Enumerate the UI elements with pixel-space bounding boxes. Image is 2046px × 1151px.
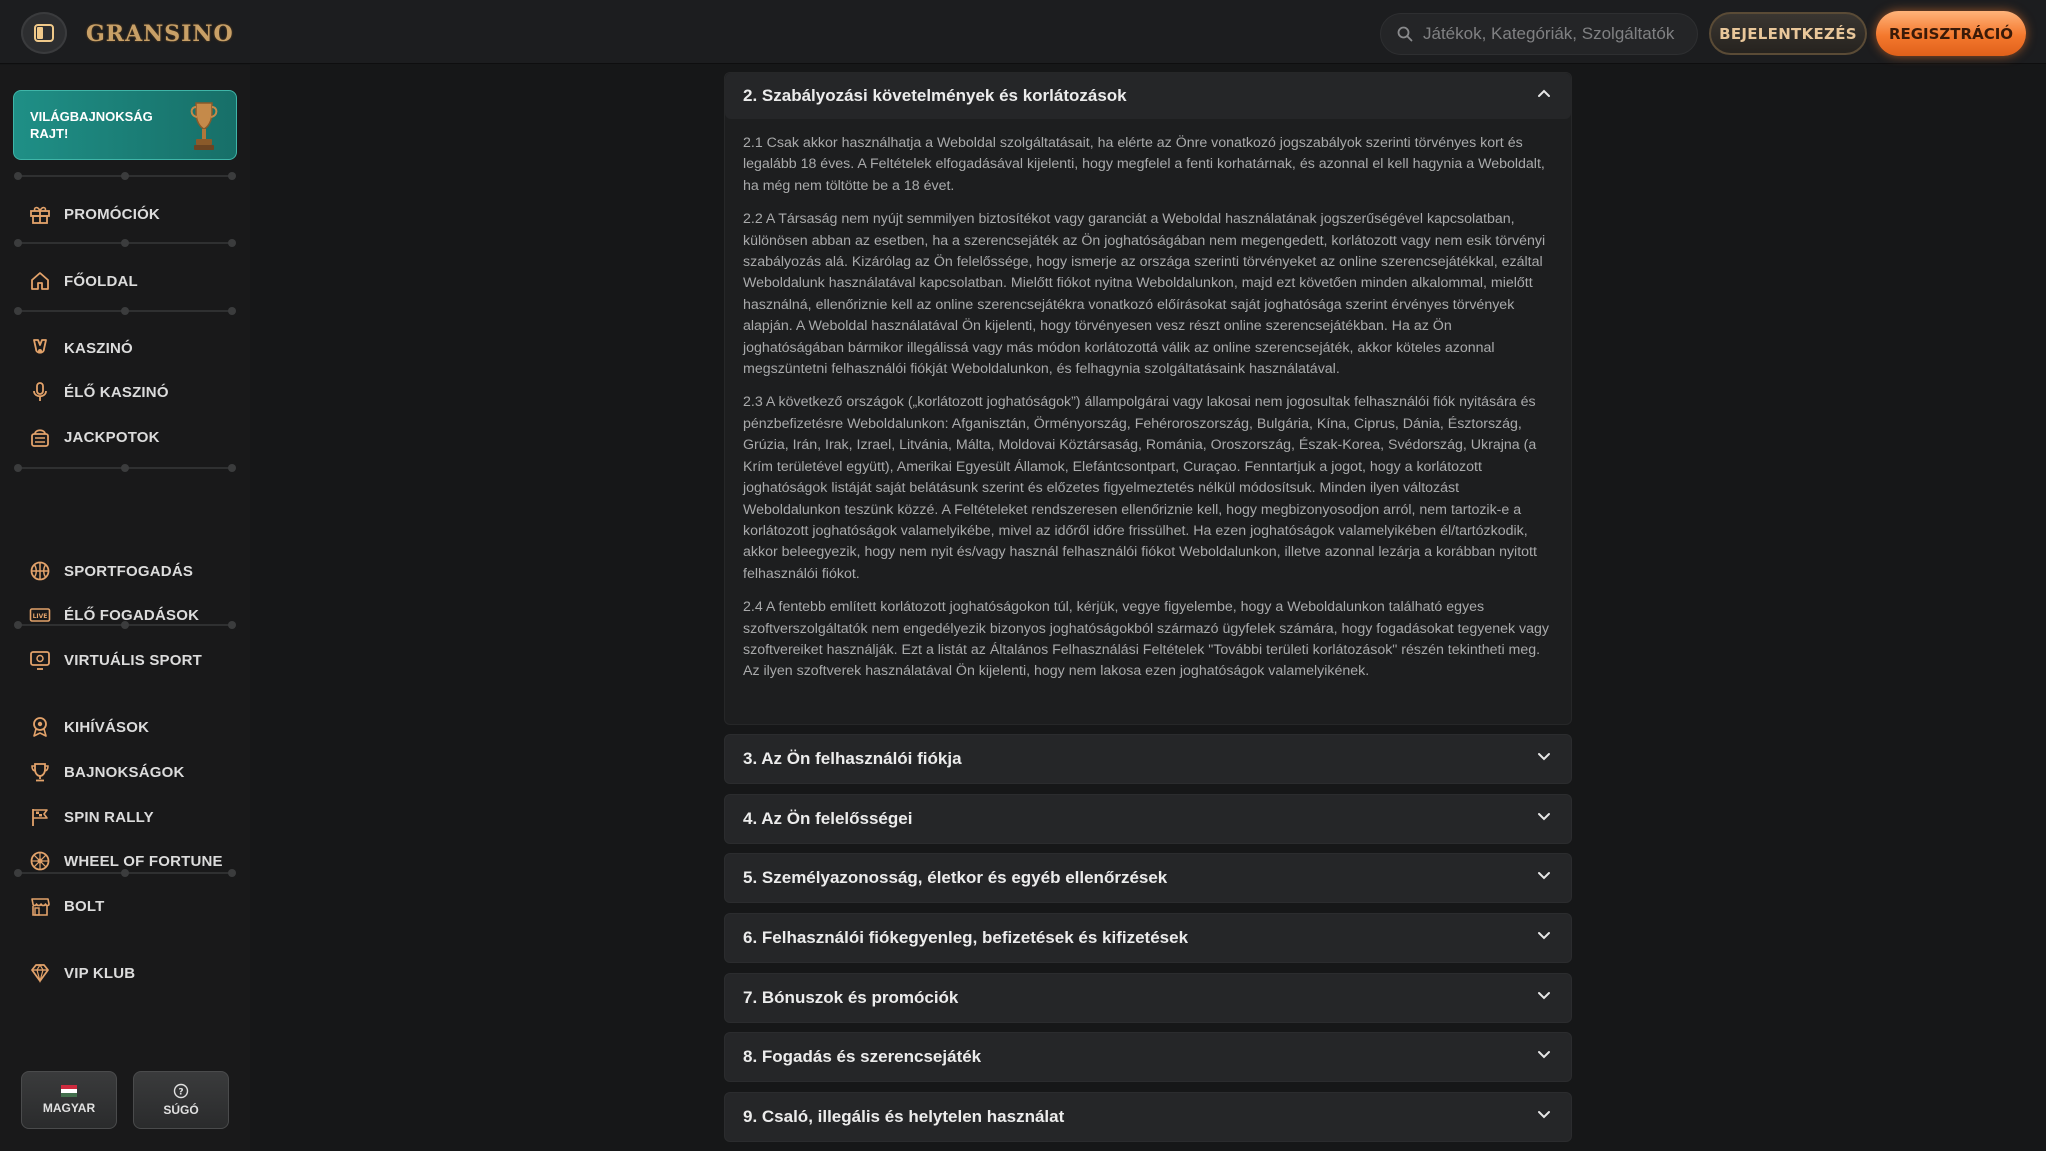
sidebar-item-live-bets[interactable] — [28, 598, 199, 632]
accordion-section-3[interactable] — [724, 734, 1572, 784]
chevron-down-icon — [1537, 931, 1551, 941]
sidebar-item-promotions[interactable] — [28, 197, 160, 231]
sidebar-item-shop[interactable] — [28, 889, 105, 923]
chevron-down-icon — [1537, 1050, 1551, 1060]
chevron-up-icon — [1537, 88, 1551, 98]
accordion-section-6[interactable] — [724, 913, 1572, 963]
medal-icon — [28, 715, 52, 739]
search-bar[interactable] — [1380, 13, 1698, 55]
casino-icon — [28, 336, 52, 360]
sidebar-item-wheel-of-fortune[interactable] — [28, 844, 223, 878]
sidebar-item-virtual-sport[interactable] — [28, 643, 202, 677]
accordion-title: 8. Fogadás és szerencsejáték — [743, 1047, 982, 1066]
sidebar-item-label: JACKPOTOK — [64, 428, 160, 446]
promo-card-label: VILÁGBAJNOKSÁG RAJT! — [30, 109, 153, 141]
world-cup-promo-card[interactable] — [13, 90, 237, 160]
sidebar-item-label: BAJNOKSÁGOK — [64, 763, 185, 781]
accordion-section-2 — [724, 72, 1572, 725]
accordion-title: 7. Bónuszok és promóciók — [743, 988, 959, 1007]
sidebar-divider — [14, 463, 236, 473]
language-button[interactable] — [21, 1071, 117, 1129]
accordion-section-5[interactable] — [724, 853, 1572, 903]
sidebar-item-label: SPIN RALLY — [64, 808, 154, 826]
microphone-icon — [28, 380, 52, 404]
sidebar-item-label: VIP KLUB — [64, 964, 136, 982]
sidebar-item-label: ÉLŐ FOGADÁSOK — [64, 606, 200, 624]
hungary-flag-icon — [61, 1085, 77, 1097]
diamond-icon — [28, 961, 52, 985]
sidebar-item-label: FŐOLDAL — [64, 272, 138, 290]
search-icon — [1397, 26, 1413, 42]
logo-text: GRANSINO — [86, 21, 234, 47]
chevron-down-icon — [1537, 871, 1551, 881]
sidebar-item-label: PROMÓCIÓK — [64, 205, 160, 223]
login-button[interactable]: BEJELENTKEZÉS — [1709, 12, 1867, 55]
terms-paragraph: 2.1 Csak akkor használhatja a Weboldal szolgáltatásait, ha elérte az Önre vonatkozó jogszabályok szerinti törvényes kort és legalább 18 éves. A Feltételek elfogadásával kijelenti, hogy megfelel a fenti korhatárnak, és azonnal el kell hagynia a Weboldalt, ha még nem töltötte be a 18 évet. — [743, 135, 1545, 194]
sidebar-item-tournaments[interactable] — [28, 755, 185, 789]
gift-icon — [28, 202, 52, 226]
register-button[interactable]: REGISZTRÁCIÓ — [1876, 11, 2026, 56]
help-icon — [173, 1083, 189, 1099]
live-icon — [28, 603, 52, 627]
sidebar-item-live-casino[interactable] — [28, 375, 169, 409]
site-logo[interactable] — [86, 12, 234, 56]
sidebar-item-label: SPORTFOGADÁS — [64, 562, 194, 580]
accordion-section-7[interactable] — [724, 973, 1572, 1023]
language-label: MAGYAR — [42, 1101, 96, 1115]
accordion-section-9[interactable] — [724, 1092, 1572, 1142]
sidebar-item-spin-rally[interactable] — [28, 800, 154, 834]
sidebar-item-sports-betting[interactable] — [28, 554, 193, 588]
basketball-icon — [28, 559, 52, 583]
accordion-title: 3. Az Ön felhasználói fiókja — [743, 749, 962, 768]
sidebar-item-jackpots[interactable] — [28, 420, 160, 454]
svg-text:?: ? — [178, 1087, 184, 1098]
svg-text:LIVE: LIVE — [32, 613, 48, 620]
sidebar-toggle-button[interactable] — [21, 12, 67, 54]
help-label: SÚGÓ — [163, 1103, 199, 1117]
sidebar-item-label: KIHÍVÁSOK — [64, 718, 150, 736]
accordion-section-8[interactable] — [724, 1032, 1572, 1082]
chevron-down-icon — [1537, 991, 1551, 1001]
trophy-icon — [186, 99, 222, 153]
accordion-title: 4. Az Ön felelősségei — [743, 809, 913, 828]
accordion-section-4[interactable] — [724, 794, 1572, 844]
terms-paragraph: 2.4 A fentebb említett korlátozott joghatóságokon túl, kérjük, vegye figyelembe, hogy a Weboldalunkon található egyes szoftverszolgáltatók nem engedélyezik bizonyos joghatóságokból származó ügyfelek számára, hogy fogadásokat tegyenek vagy szoftvereiket használják. Ezt a listát az Általános Felhasználási Feltételek "További területi korlátozások" részén tekintheti meg. Az ilyen szoftverek használatával Ön kijelenti, hogy nem lakosa ezen joghatóságok valamelyikének. — [743, 599, 1549, 680]
jackpot-icon — [28, 425, 52, 449]
accordion-title: 6. Felhasználói fiókegyenleg, befizetések és kifizetések — [743, 928, 1189, 947]
sidebar — [0, 65, 250, 1151]
accordion-body — [725, 119, 1571, 683]
sidebar-toggle-icon — [34, 23, 54, 43]
sidebar-item-label: ÉLŐ KASZINÓ — [64, 383, 169, 401]
flag-icon — [28, 805, 52, 829]
sidebar-item-label: VIRTUÁLIS SPORT — [64, 651, 203, 669]
accordion-header[interactable] — [725, 73, 1571, 119]
chevron-down-icon — [1537, 1110, 1551, 1120]
chevron-down-icon — [1537, 812, 1551, 822]
sidebar-item-home[interactable] — [28, 264, 138, 298]
terms-paragraph: 2.3 A következő országok („korlátozott joghatóságok”) állampolgárai vagy lakosai nem jogosultak felhasználói fiók nyitására és pénzbefizetésre Weboldalunkon: Afganisztán, Örményország, Fehéroroszország, Bulgária, Kína, Ciprus, Dánia, Észtország, Grúzia, Irán, Irak, Izrael, Litvánia, Málta, Moldovai Köztársaság, Románia, Oroszország, Észak-Korea, Svédország, Ukrajna (a Krím területével együtt), Amerikai Egyesült Államok, Elefántcsontpart, Curaçao. Fenntartjuk a jogot, hogy a korlátozott joghatóságok listáját saját belátásunk szerint és előzetes figyelmeztetés nélkül módosítsuk. Minden ilyen változást Weboldalunkon teszünk közzé. A Feltételeket rendszeresen ellenőriznie kell, hogy megbizonyosodjon arról, nem tartozik-e a korlátozott joghatóságok valamelyikébe, mivel az időről időre frissülhet. Ha ezen joghatóságok valamelyikében él/tartózkodik, akkor beleegyezik, hogy nem nyit és/vagy használ felhasználói fiókot Weboldalunkon, illetve azonnal lezárja a korábban nyitott felhasználói fiókot. — [743, 394, 1537, 582]
sidebar-item-casino[interactable] — [28, 331, 133, 365]
sidebar-item-challenges[interactable] — [28, 710, 149, 744]
search-input[interactable] — [1423, 24, 1683, 44]
virtual-sport-icon — [28, 648, 52, 672]
top-header — [0, 0, 2046, 64]
help-button[interactable] — [133, 1071, 229, 1129]
wheel-icon — [28, 849, 52, 873]
accordion-title: 2. Szabályozási követelmények és korlátozások — [743, 86, 1127, 105]
sidebar-divider — [14, 171, 236, 181]
sidebar-item-label: WHEEL OF FORTUNE — [64, 852, 223, 870]
sidebar-divider — [14, 238, 236, 248]
chevron-down-icon — [1537, 752, 1551, 762]
sidebar-item-label: KASZINÓ — [64, 339, 133, 357]
sidebar-item-vip-club[interactable] — [28, 956, 135, 990]
accordion-title: 9. Csaló, illegális és helytelen használat — [743, 1107, 1065, 1126]
trophy-icon — [28, 760, 52, 784]
home-icon — [28, 269, 52, 293]
sidebar-divider — [14, 306, 236, 316]
accordion-title: 5. Személyazonosság, életkor és egyéb ellenőrzések — [743, 868, 1168, 887]
sidebar-item-label: BOLT — [64, 897, 105, 915]
shop-icon — [28, 894, 52, 918]
terms-paragraph: 2.2 A Társaság nem nyújt semmilyen biztosítékot vagy garanciát a Weboldal használatának jogszerűségével kapcsolatban, különösen abban az esetben, ha a szerencsejáték az Ön joghatóságában nem megengedett, korlátozott vagy nem esik törvényi szabályozás alá. Kizárólag az Ön felelőssége, hogy ismerje az országa szerinti törvényeket az online szerencsejátékkal, ezáltal Weboldalunk használatával kapcsolatban. Mielőtt fiókot nyitna Weboldalunkon, majd ezt követően minden alkalommal, mielőtt használná, ellenőriznie kell az online szerencsejátékra vonatkozó előírásokat saját joghatósága szerint érvényes törvények alapján. A Weboldal használatával Ön kijelenti, hogy törvényesen vesz részt online szerencsejátékban. Ha az Ön joghatóságában bármikor illegálissá vagy más módon korlátozottá válik az online szerencsejáték, akkor köteles azonnal megszüntetni felhasználói fiókját Weboldalunkon, és felhagynia szolgáltatásaink használatával. — [743, 211, 1546, 378]
